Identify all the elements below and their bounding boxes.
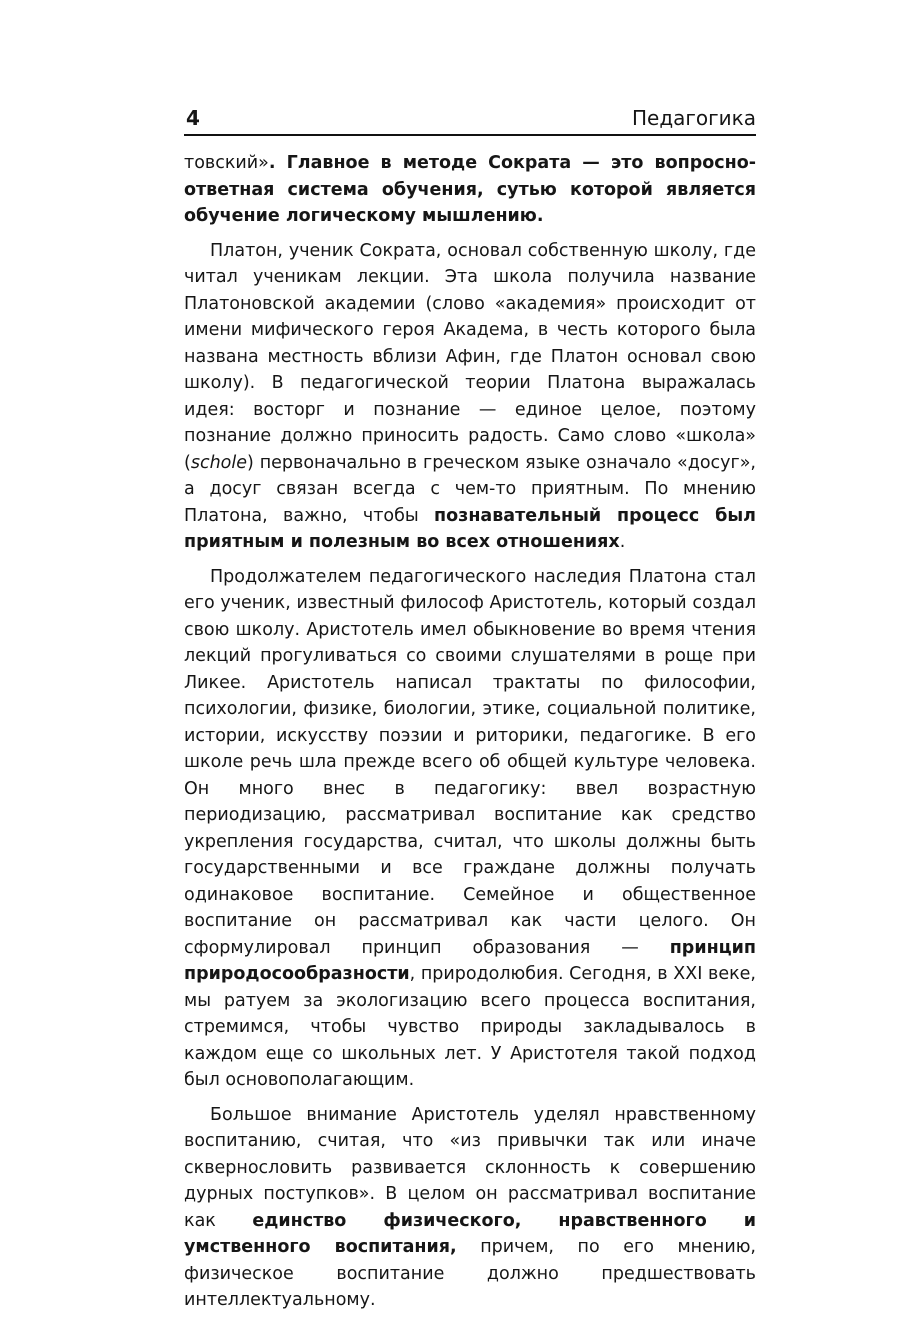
bold-segment: принцип природосообразности <box>184 937 756 984</box>
text-segment: Большое внимание Аристотель уделял нравственному воспитанию, считая, что «из привычки так или иначе сквернословить развивается склонность к совершению дурных поступков». В целом он рассматривал воспитание как <box>184 1104 756 1231</box>
paragraph-4 <box>184 1102 756 1314</box>
text-segment: . <box>619 532 626 552</box>
section-title: Педагогика <box>631 106 756 130</box>
text-segment: , природолюбия. Сегодня, в XXI веке, мы ратуем за экологизацию всего процесса воспитания, стремимся, чтобы чувство природы закладывалось в каждом еще со школьных лет. У Аристотеля такой подход был основополагающим. <box>184 964 756 1090</box>
text-segment: товский» <box>184 153 269 173</box>
page-number: 4 <box>186 106 200 130</box>
paragraph-3 <box>184 564 756 1094</box>
text-segment: ) первоначально в греческом языке означало «досуг», а досуг связан всегда с чем-то приятным. По мнению Платона, важно, чтобы <box>184 452 756 526</box>
bold-segment: единство физического, нравственного и умственного воспитания, <box>184 1210 756 1257</box>
text-segment: Платон, ученик Сократа, основал собственную школу, где читал ученикам лекции. Эта школа получила название Платоновской академии (слово «академия» происходит от имени мифического героя Академа, в честь которого была названа местность вблизи Афин, где Платон основал свою школу). В педагогической теории Платона выражалась идея: восторг и познание — единое целое, поэтому познание должно приносить радость. Само слово «школа» ( <box>184 240 756 473</box>
paragraph-2 <box>184 238 756 556</box>
book-page <box>184 0 756 1310</box>
bold-segment: . Главное в методе Сократа — это вопросно-ответная система обучения, сутью которой является обучение логическому мышлению. <box>184 153 756 226</box>
running-header <box>184 104 756 136</box>
bold-segment: познавательный процесс был приятным и полезным во всех отношениях <box>184 505 756 552</box>
text-segment: Продолжателем педагогического наследия Платона стал его ученик, известный философ Аристотель, который создал свою школу. Аристотель имел обыкновение во время чтения лекций прогуливаться со своими слушателями в роще при Ликее. Аристотель написал трактаты по философии, психологии, физике, биологии, этике, социальной политике, истории, искусству поэзии и риторики, педагогике. В его школе речь шла прежде всего об общей культуре человека. Он много внес в педагогику: ввел возрастную периодизацию, рассматривал воспитание как средство укрепления государства, считал, что школы должны быть государственными и все граждане должны получать одинаковое воспитание. Семейное и общественное воспитание он рассматривал как части целого. Он сформулировал принцип образования — <box>184 566 756 958</box>
paragraph-1 <box>184 150 756 230</box>
text-segment: причем, по его мнению, физическое воспитание должно предшествовать интеллектуальному. <box>184 1237 756 1310</box>
body-text <box>184 150 756 1322</box>
italic-segment: schole <box>190 452 247 473</box>
